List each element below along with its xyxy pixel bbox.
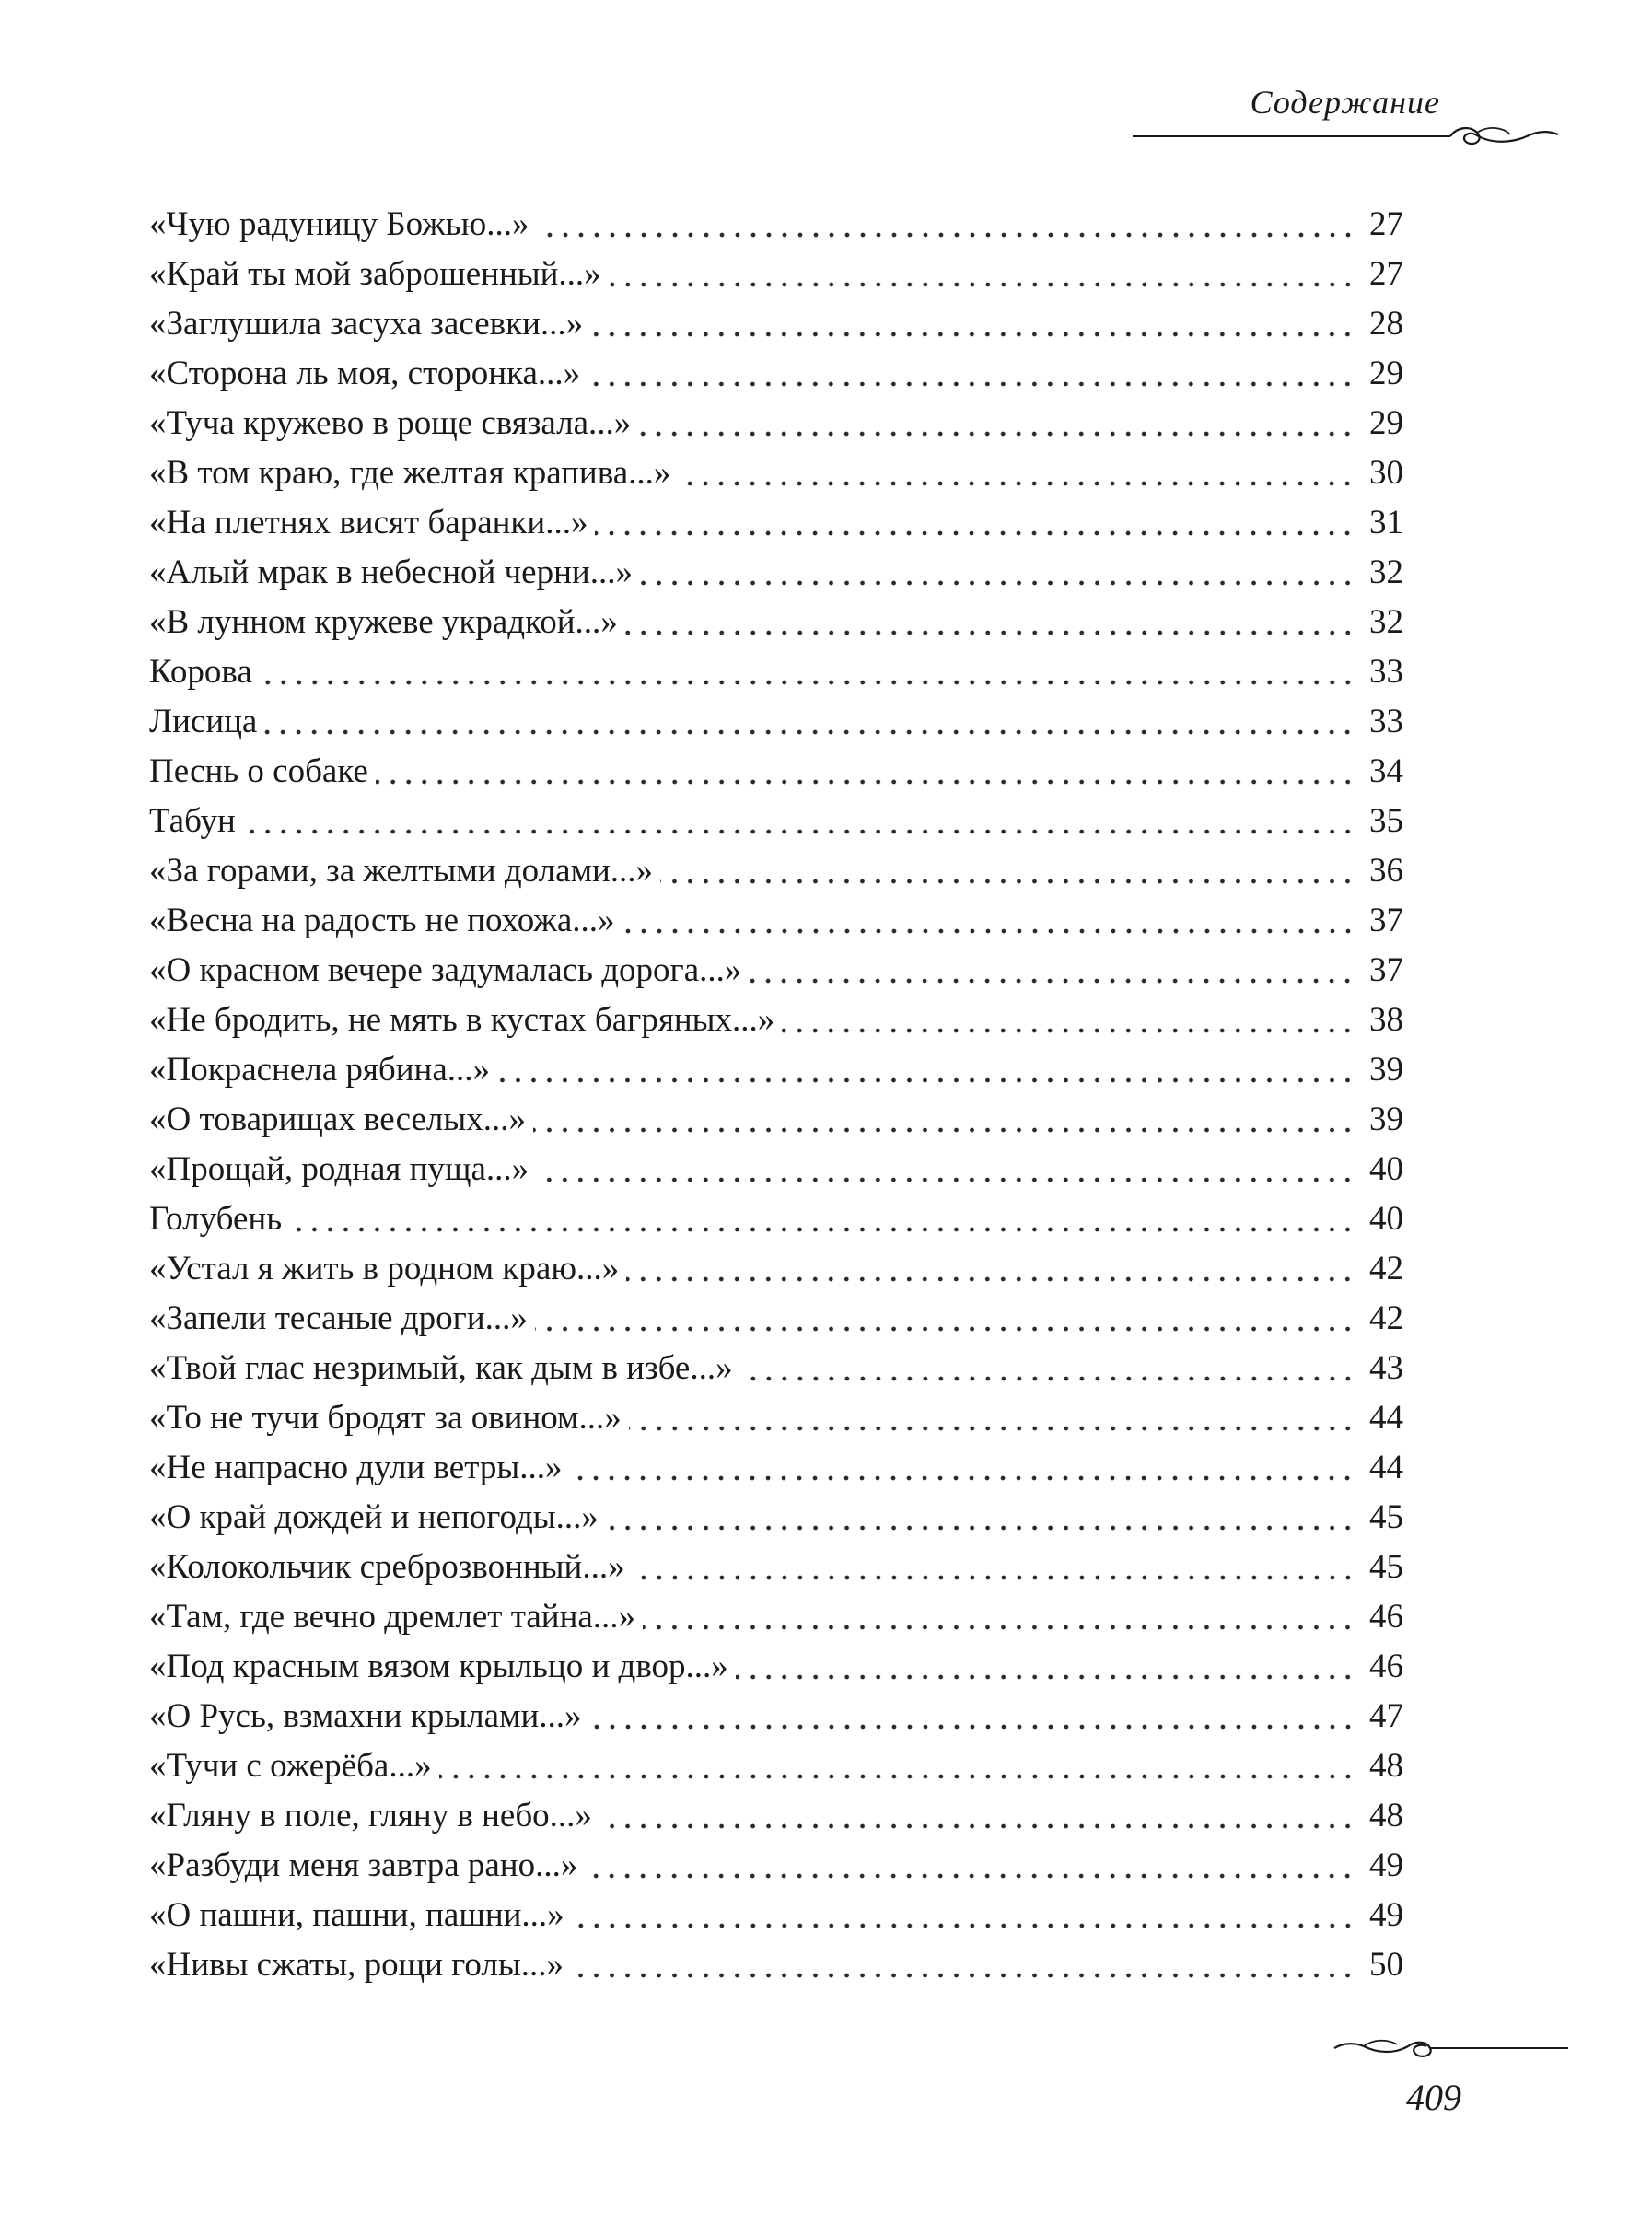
toc-entry	[149, 941, 1403, 991]
dot-leader	[678, 481, 1355, 486]
toc-entry	[149, 394, 1403, 444]
dot-leader	[571, 1973, 1355, 1978]
toc-entry-title: «Прощай, родная пуща...»	[149, 1150, 529, 1188]
toc-entry-title: Корова	[149, 653, 252, 691]
toc-entry-title: «Не бродить, не мять в кустах багряных...»	[149, 1001, 775, 1039]
toc-entry	[149, 891, 1403, 941]
dot-leader	[638, 431, 1355, 437]
dot-leader	[590, 332, 1355, 337]
toc-entry-page: 37	[1369, 902, 1403, 939]
toc-entry-title: Лисица	[149, 703, 258, 740]
dot-leader	[622, 928, 1355, 934]
toc-entry-title: «Туча кружево в роще связала...»	[149, 404, 632, 442]
toc-entry-title: «О товарищах веселых...»	[149, 1101, 526, 1138]
toc-entry-page: 45	[1369, 1548, 1403, 1586]
toc-entry-page: 43	[1369, 1349, 1403, 1387]
toc-entry-page: 40	[1369, 1200, 1403, 1238]
toc-entry-title: «Нивы сжаты, рощи голы...»	[149, 1946, 564, 1984]
toc-entry	[149, 1687, 1403, 1737]
toc-entry-title: Табун	[149, 802, 236, 840]
dot-leader	[572, 1923, 1355, 1928]
dot-leader	[595, 530, 1355, 536]
toc-entry-title: «Сторона ль моя, сторонка...»	[149, 355, 581, 392]
dot-leader	[585, 1873, 1355, 1879]
toc-entry-title: «О край дождей и непогоды...»	[149, 1498, 599, 1536]
toc-entry-page: 39	[1369, 1101, 1403, 1138]
toc-entry-title: «Покраснела рябина...»	[149, 1051, 491, 1089]
toc-entry	[149, 1637, 1403, 1687]
toc-entry-title: «О Русь, взмахни крылами...»	[149, 1697, 582, 1735]
toc-entry-page: 42	[1369, 1299, 1403, 1337]
dot-leader	[588, 381, 1355, 387]
toc-entry-page: 46	[1369, 1598, 1403, 1636]
toc-entry	[149, 1339, 1403, 1389]
toc-entry	[149, 494, 1403, 543]
toc-entry-title: «Колокольчик среброзвонный...»	[149, 1548, 625, 1586]
toc-entry	[149, 593, 1403, 643]
toc-entry-page: 49	[1369, 1846, 1403, 1884]
toc-entry-title: «Там, где вечно дремлет тайна...»	[149, 1598, 636, 1636]
toc-entry	[149, 792, 1403, 842]
toc-entry-page: 30	[1369, 454, 1403, 492]
toc-entry-title: Голубень	[149, 1200, 283, 1238]
dot-leader	[439, 1774, 1355, 1779]
page-number: 409	[1406, 2077, 1461, 2118]
toc-entry-page: 44	[1369, 1399, 1403, 1437]
dot-leader	[497, 1077, 1355, 1083]
toc-entry	[149, 543, 1403, 593]
toc-entry-title: «Твой глас незримый, как дым в избе...»	[149, 1349, 733, 1387]
toc-entry	[149, 245, 1403, 295]
toc-entry-page: 35	[1369, 802, 1403, 840]
running-header-title: Содержание	[1250, 84, 1440, 121]
toc-entry	[149, 693, 1403, 742]
dot-leader	[640, 580, 1355, 586]
toc-entry-title: «О красном вечере задумалась дорога...»	[149, 951, 742, 989]
dot-leader	[537, 232, 1356, 238]
toc-entry	[149, 742, 1403, 792]
toc-entry	[149, 1836, 1403, 1886]
dot-leader	[629, 1426, 1355, 1431]
toc-entry-page: 36	[1369, 852, 1403, 890]
toc-entry	[149, 1289, 1403, 1339]
toc-entry	[149, 991, 1403, 1041]
dot-leader	[589, 1724, 1355, 1730]
toc-entry	[149, 1538, 1403, 1588]
toc-entry	[149, 1240, 1403, 1289]
toc-entry-page: 38	[1369, 1001, 1403, 1039]
dot-leader	[535, 1326, 1355, 1332]
toc-entry-page: 34	[1369, 752, 1403, 790]
toc-entry-title: «Заглушила засуха засевки...»	[149, 305, 584, 343]
dot-leader	[660, 879, 1355, 884]
toc-entry-page: 29	[1369, 404, 1403, 442]
toc-entry	[149, 444, 1403, 494]
toc-entry	[149, 1041, 1403, 1090]
toc-entry-page: 49	[1369, 1896, 1403, 1934]
toc-entry-title: «Чую радуницу Божью...»	[149, 205, 529, 243]
toc-entry-title: «Разбуди меня завтра рано...»	[149, 1846, 578, 1884]
toc-entry	[149, 1588, 1403, 1637]
dot-leader	[643, 1625, 1355, 1630]
toc-entry-page: 33	[1369, 653, 1403, 691]
toc-entry	[149, 1737, 1403, 1787]
toc-entry-title: Песнь о собаке	[149, 752, 368, 790]
toc-entry-title: «Тучи с ожерёба...»	[149, 1747, 432, 1785]
dot-leader	[609, 282, 1355, 287]
dot-leader	[782, 1028, 1355, 1033]
running-header	[1133, 81, 1565, 155]
toc-entry-page: 42	[1369, 1250, 1403, 1287]
toc-entry-title: «То не тучи бродят за овином...»	[149, 1399, 622, 1437]
toc-entry-title: «Под красным вязом крыльцо и двор...»	[149, 1648, 728, 1685]
dot-leader	[376, 779, 1355, 785]
toc-entry-page: 50	[1369, 1946, 1403, 1984]
toc-entry-page: 48	[1369, 1797, 1403, 1834]
toc-entry-page: 39	[1369, 1051, 1403, 1089]
toc-entry-page: 47	[1369, 1697, 1403, 1735]
toc-entry-page: 31	[1369, 504, 1403, 542]
toc-entry-page: 46	[1369, 1648, 1403, 1685]
toc-entry-page: 33	[1369, 703, 1403, 740]
toc-entry	[149, 1886, 1403, 1936]
toc-entry	[149, 344, 1403, 394]
header-flourish-ornament	[1133, 120, 1565, 153]
dot-leader	[533, 1127, 1355, 1133]
dot-leader	[536, 1177, 1355, 1182]
toc-entry-title: «Гляну в поле, гляну в небо...»	[149, 1797, 592, 1834]
toc-entry-page: 40	[1369, 1150, 1403, 1188]
toc-entry-page: 45	[1369, 1498, 1403, 1536]
toc-entry	[149, 295, 1403, 344]
toc-entry-page: 44	[1369, 1449, 1403, 1486]
toc-entry-title: «Весна на радость не похожа...»	[149, 902, 615, 939]
dot-leader	[264, 729, 1355, 735]
toc-entry-page: 27	[1369, 205, 1403, 243]
dot-leader	[736, 1674, 1355, 1680]
dot-leader	[626, 1276, 1355, 1282]
toc-entry	[149, 1190, 1403, 1240]
page-footer	[1331, 2024, 1570, 2153]
toc-entry	[149, 195, 1403, 245]
dot-leader	[740, 1376, 1355, 1381]
toc-entry-title: «За горами, за желтыми долами...»	[149, 852, 654, 890]
toc-entry-title: «Алый мрак в небесной черни...»	[149, 553, 633, 591]
toc-entry-title: «В лунном кружеве украдкой...»	[149, 603, 618, 641]
toc-entry	[149, 842, 1403, 891]
toc-entry	[149, 1438, 1403, 1488]
toc-entry-title: «Не напрасно дули ветры...»	[149, 1449, 563, 1486]
table-of-contents	[149, 195, 1403, 1986]
dot-leader	[243, 829, 1355, 834]
toc-entry-page: 48	[1369, 1747, 1403, 1785]
toc-entry	[149, 1488, 1403, 1538]
toc-entry-title: «Запели тесаные дроги...»	[149, 1299, 528, 1337]
toc-entry-page: 27	[1369, 255, 1403, 293]
toc-entry-page: 32	[1369, 553, 1403, 591]
dot-leader	[633, 1575, 1355, 1580]
toc-entry-title: «Устал я жить в родном краю...»	[149, 1250, 620, 1287]
toc-entry-title: «В том краю, где желтая крапива...»	[149, 454, 671, 492]
toc-entry-page: 29	[1369, 355, 1403, 392]
dot-leader	[625, 630, 1355, 635]
dot-leader	[289, 1227, 1355, 1232]
dot-leader	[260, 680, 1355, 685]
dot-leader	[606, 1525, 1355, 1531]
toc-entry	[149, 1090, 1403, 1140]
toc-entry	[149, 1389, 1403, 1438]
toc-entry-page: 37	[1369, 951, 1403, 989]
dot-leader	[569, 1475, 1355, 1481]
toc-entry-page: 28	[1369, 305, 1403, 343]
dot-leader	[749, 978, 1355, 984]
toc-entry	[149, 1936, 1403, 1986]
toc-entry-title: «О пашни, пашни, пашни...»	[149, 1896, 564, 1934]
toc-entry	[149, 643, 1403, 693]
toc-entry	[149, 1787, 1403, 1836]
dot-leader	[599, 1823, 1355, 1829]
toc-entry	[149, 1140, 1403, 1190]
toc-entry-page: 32	[1369, 603, 1403, 641]
toc-entry-title: «Край ты мой заброшенный...»	[149, 255, 601, 293]
footer-flourish-ornament	[1331, 2032, 1570, 2065]
toc-entry-title: «На плетнях висят баранки...»	[149, 504, 588, 542]
